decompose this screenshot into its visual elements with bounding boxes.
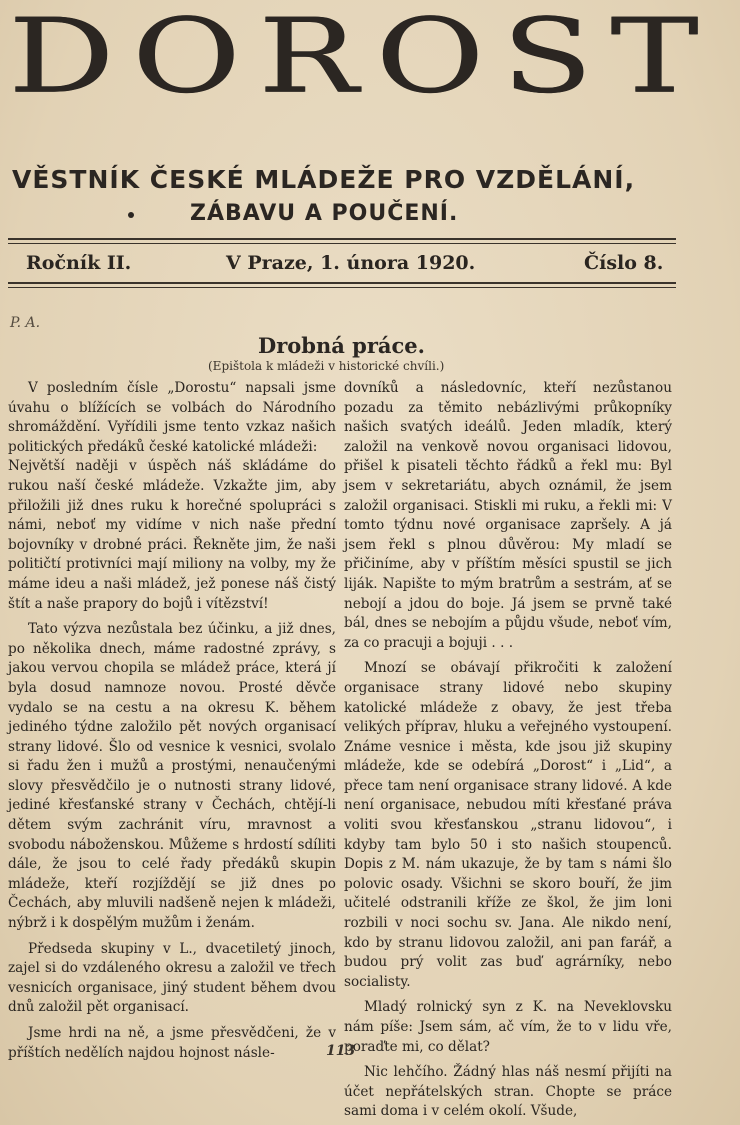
article-subtitle: (Epištola k mládeži v historické chvíli.)	[208, 359, 445, 373]
paragraph-quote: Největší naději v úspěch náš skládáme do rukou naší české mládeže. Vzkažte jim, aby přiložili již dnes ruku k horečné spolupráci s námi, neboť my vidíme v nich naše přední bojovníky v drobné práci. Řekněte jim, že naši političtí protivníci mají miliony na volby, my že máme ideu a naši mládež, jež ponese náš čistý štít a naše prapory do bojů i vítězství!	[8, 458, 336, 612]
bottom-rule-thin	[8, 287, 676, 288]
masthead-subtitle-line1: VĚSTNÍK ČESKÉ MLÁDEŽE PRO VZDĚLÁNÍ,	[12, 165, 636, 194]
bottom-rule	[8, 282, 676, 284]
author-initials: P. A.	[10, 315, 41, 331]
ornament-dot	[128, 212, 134, 218]
paragraph: dovníků a následovníc, kteří nezůstanou pozadu za těmito nebázlivými průkopníky našich svatých ideálů. Jeden mladík, který založil na venkově novou organisaci lidovou, přišel k pisateli těchto řádků a řekl mu: Byl jsem v sekretariátu, abych oznámil, že jsem založil organisaci. Stiskli mi ruku, a řekli mi: V tomto týdnu nové organisace zapršely. A já jsem řekl s plnou důvěrou: My mladí se přičiníme, aby v příštím měsíci spustil se jich liják. Napište to mým bratrům a sestrám, ať se nebojí a jdou do boje. Já jsem se prvně také bál, dnes se nebojím a půjdu všude, neboť vím, za co pracuji a bojuji . . .	[344, 380, 672, 651]
paragraph: Nic lehčího. Žádný hlas náš nesmí přijíti na účet nepřátelských stran. Chopte se práce sami doma i v celém okolí. Všude,	[344, 1064, 672, 1120]
masthead-subtitle-line2: ZÁBAVU A POUČENÍ.	[190, 201, 459, 226]
left-column	[8, 379, 336, 1063]
paragraph: Předseda skupiny v L., dvacetiletý jinoch, zajel si do vzdáleného okresu a založil ve třech vesnicích organisace, jiný student během dvou dnů založil pět organisací.	[8, 940, 336, 1016]
top-rule	[8, 238, 676, 240]
paragraph: Jsme hrdi na ně, a jsme přesvědčeni, že v příštích nedělích najdou hojnost násle-	[8, 1025, 336, 1061]
page-number: 113	[326, 1043, 356, 1059]
paragraph: Mladý rolnický syn z K. na Neveklovsku nám píše: Jsem sám, ač vím, že to v lidu vře, poraďte mi, co dělat?	[344, 999, 672, 1055]
volume-label: Ročník II.	[26, 252, 132, 274]
paragraph: Tato výzva nezůstala bez účinku, a již dnes, po několika dnech, máme radostné zprávy, s jakou vervou chopila se mládež práce, která jí byla dosud namnoze novou. Prosté děvče vydalo se na cestu a na okresu K. během jediného týdne založilo pět nových organisací strany lidové. Šlo od vesnice k vesnici, svolalo si řadu žen i mužů a prostými, nenaučenými slovy přesvědčilo je o nutnosti strany lidové, jediné křesťanské strany v Čechách, chtějí-li dětem svým zachránit víru, mravnost a svobodu náboženskou. Můžeme s hrdostí sdíliti dále, že jsou to celé řady předáků skupin mládeže, kteří rozjíždějí se již dnes po Čechách, aby mluvili nadšeně nejen k mládeži, nýbrž i k dospělým mužům i ženám.	[8, 621, 336, 932]
issue-number: Číslo 8.	[584, 252, 664, 274]
paragraph: Mnozí se obávají přikročiti k založení organisace strany lidové nebo skupiny katolické mládeže z obavy, že jest třeba velikých příprav, hluku a veřejného vystoupení. Známe vesnice i města, kde jsou již skupiny mládeže, kde se odebírá „Dorost“ i „Lid“, a přece tam není organisace strany lidové. A kde není organisace, nebudou míti křesťané práva voliti svou křesťanskou „stranu lidovou“, i kdyby tam bylo 50 i sto našich stoupenců. Dopis z M. nám ukazuje, že by tam s námi šlo polovic osady. Všichni se skoro bouří, že jim učitelé odstranili kříže ze škol, že jim loni rozbili v noci sochu sv. Jana. Ale nikdo není, kdo by stranu lidovou založil, ani pan farář, a budou prý volit zas buď agrárníky, nebo socialisty.	[344, 660, 672, 990]
masthead	[8, 0, 732, 150]
place-date: V Praze, 1. února 1920.	[226, 252, 476, 274]
issue-info-row	[8, 248, 676, 278]
article-title: Drobná práce.	[258, 333, 425, 358]
paragraph: V posledním čísle „Dorostu“ napsali jsme úvahu o blížících se volbách do Národního shromáždění. Vyřídili jsme tento vzkaz našich politických předáků české katolické mládeži:	[8, 380, 336, 455]
masthead-title: DOROST	[8, 0, 717, 117]
top-rule-thin	[8, 243, 676, 244]
right-column	[344, 379, 672, 1122]
